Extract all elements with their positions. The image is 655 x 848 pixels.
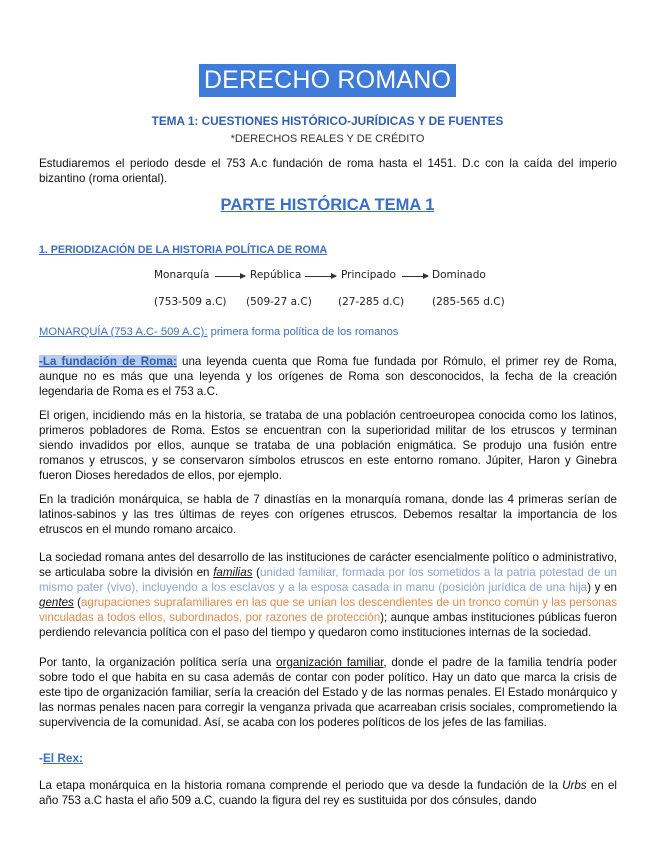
paragraph-tradicion: En la tradición monárquica, se habla de 7 dinastías en la monarquía romana, donde las 4 primeras serían de latinos-sabinos y las tres últimas de reyes con orígenes etruscos. Debemos resaltar la importancia de los etruscos en el mundo romano arcaico. [39, 493, 617, 536]
arrow-icon [305, 276, 336, 277]
monarquia-label: MONARQUÍA (753 A.C- 509 A.C): [39, 326, 208, 338]
topic-subnote: *DERECHOS REALES Y DE CRÉDITO [230, 133, 425, 145]
document-title: DERECHO ROMANO [199, 64, 456, 97]
urbs-term: Urbs [562, 779, 587, 792]
arrow-icon [215, 276, 245, 277]
arrow-icon [402, 276, 428, 277]
section-title: PARTE HISTÓRICA TEMA 1 [220, 196, 435, 214]
gentes-definition: agrupaciones suprafamiliares en las que se unían los descendientes de un tronco común y las personas vinculadas a todos ellos, subordinados, por razones de protección [39, 596, 617, 624]
familias-term: familias [213, 566, 253, 579]
timeline-range: (285-565 d.C) [432, 296, 505, 308]
timeline-stage: Dominado [432, 269, 486, 281]
timeline-stage: Monarquía [154, 269, 210, 281]
paragraph-rex: La etapa monárquica en la historia romana comprende el periodo que va desde la fundación de la Urbs en el año 753 a.C hasta el año 509 a.C, cuando la figura del rey es sustituida por dos cónsules, dando [39, 779, 617, 807]
timeline-range: (509-27 a.C) [246, 296, 312, 308]
paragraph-fundacion: -La fundación de Roma: una leyenda cuenta que Roma fue fundada por Rómulo, el primer rey de Roma, aunque no es más que una leyenda y los orígenes de Roma son desconocidos, la fecha de la creación legendaria de Roma es el 753 a.C. [39, 355, 617, 398]
paragraph-portanto: Por tanto, la organización política sería una organización familiar, donde el padre de la familia tendría poder sobre todo el que habita en su casa además de contar con poder político. Hay un dato que marca la crisis de este tipo de organización familiar, sería la creación del Estado y de las normas penales. El Estado monárquico y las normas penales nacen para corregir la venganza privada que acarreaban crisis sociales, comprometiendo la supervivencia de la comunidad. Así, se acaba con los poderes políticos de los jefes de las familias. [39, 656, 618, 729]
rex-heading: -El Rex: [39, 751, 83, 765]
paragraph-sociedad: La sociedad romana antes del desarrollo de las instituciones de carácter esencialmente político o administrativo, se articulaba sobre la división en familias (unidad familiar, formada por los sometidos a la patria potestad de un mismo pater (vivo), incluyendo a los esclavos y a la esposa casada in manu (posición jurídica de una hija) y en gentes (agrupaciones suprafamiliares en las que se unían los descendientes de un tronco común y las personas vinculadas a todos ellos, subordinados, por razones de protección); aunque ambas instituciones públicas fueron perdiendo relevancia política con el paso del tiempo y quedaron como instituciones internas de la sociedad. [39, 551, 617, 639]
subsection-title: 1. PERIODIZACIÓN DE LA HISTORIA POLÍTICA DE ROMA [39, 244, 328, 256]
fundacion-highlight: -La fundación de Roma: [39, 355, 177, 368]
timeline-range: (27-285 d.C) [338, 296, 405, 308]
intro-paragraph: Estudiaremos el periodo desde el 753 A.c fundación de roma hasta el 1451. D.c con la caída del imperio bizantino (roma oriental). [39, 157, 617, 185]
organizacion-familiar-term: organización familiar [276, 656, 384, 669]
paragraph-origen: El origen, incidiendo más en la historia, se trataba de una población centroeuropea conocida como los latinos, primeros pobladores de Roma. Estos se encuentran con la superioridad militar de los etruscos y terminan siendo invadidos por ellos, aunque se trataba de una población enigmática. Se produjo una fusión entre romanos y etruscos, y se conservaron símbolos etruscos en este entorno romano. Júpiter, Haron y Ginebra fueron Dioses heredados de ellos, por ejemplo. [39, 409, 617, 482]
gentes-term: gentes [39, 596, 74, 609]
monarquia-heading [39, 326, 398, 338]
timeline-range: (753-509 a.C) [154, 296, 227, 308]
monarquia-desc: primera forma política de los romanos [210, 326, 399, 338]
familias-definition: unidad familiar, formada por los sometidos a la patria potestad de un mismo pater (vivo), incluyendo a los esclavos y a la esposa casada in manu (posición jurídica de una hija [39, 566, 617, 594]
topic-subtitle: TEMA 1: CUESTIONES HISTÓRICO-JURÍDICAS Y DE FUENTES [151, 114, 504, 128]
timeline-stage: República [250, 269, 302, 281]
timeline-stage: Principado [341, 269, 396, 281]
